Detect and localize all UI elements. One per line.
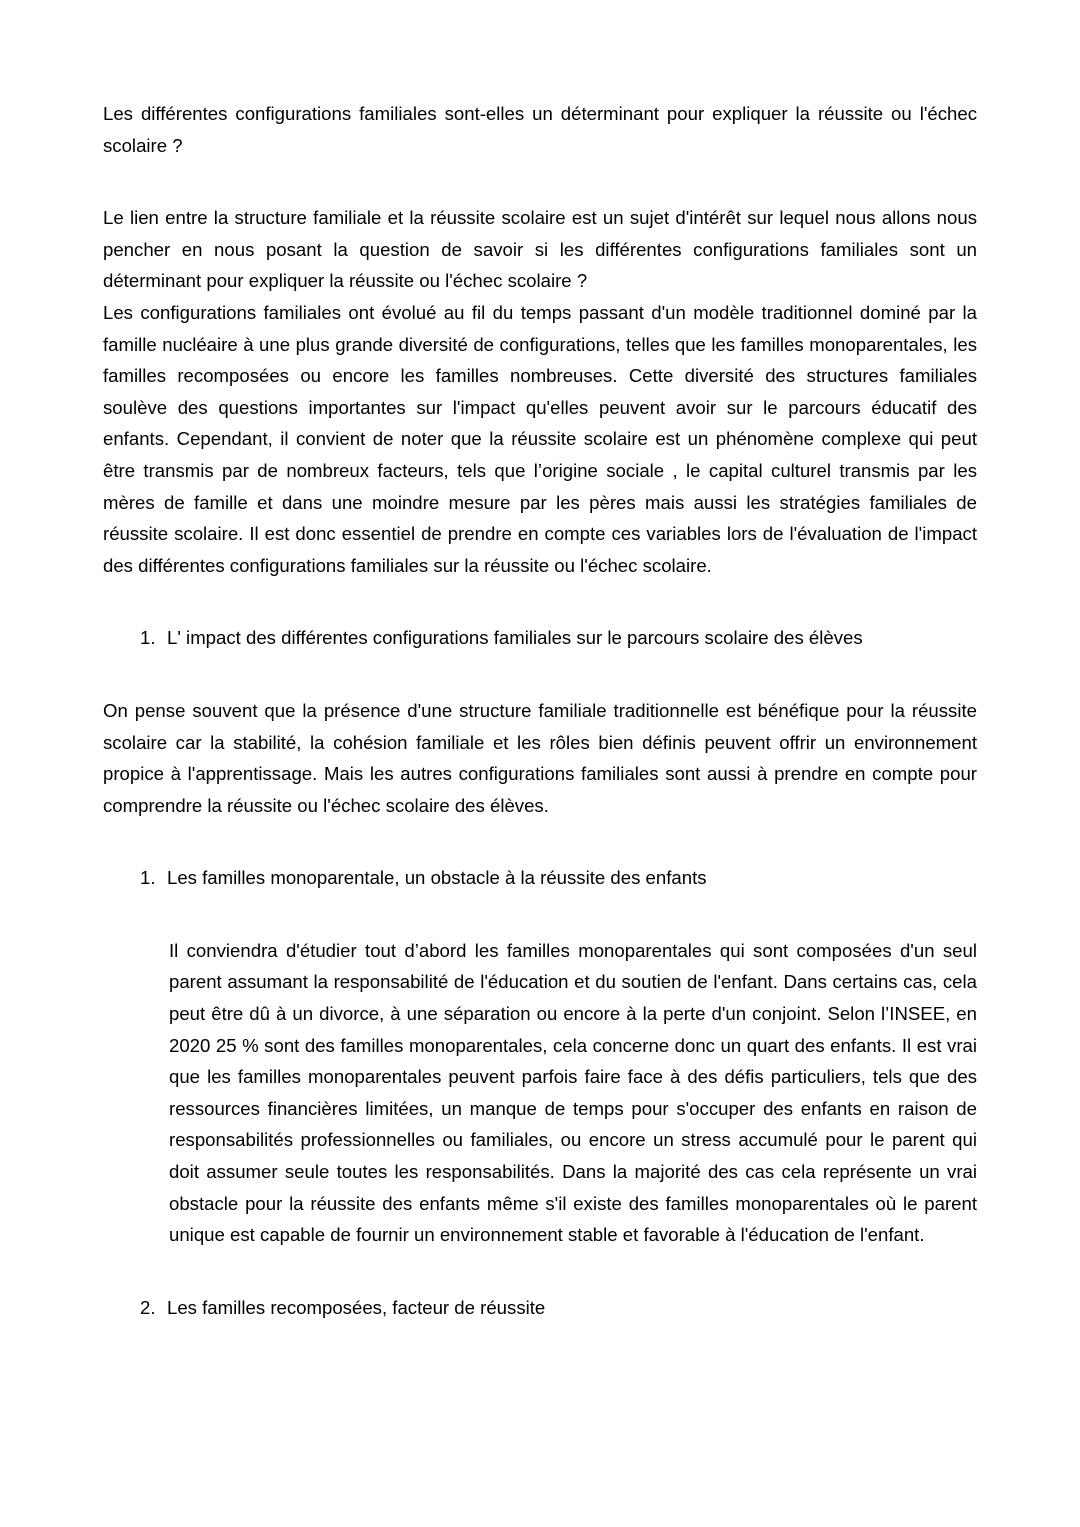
subsection-2-title: Les familles recomposées, facteur de réussite	[167, 1296, 546, 1318]
document-page	[103, 98, 977, 1323]
section-1-title: L' impact des différentes configurations familiales sur le parcours scolaire des élèves	[167, 627, 863, 649]
subsection-2-number: 2.	[140, 1296, 156, 1318]
spacer	[103, 161, 977, 202]
subsection-1-number: 1.	[140, 867, 156, 889]
spacer	[103, 894, 977, 935]
subsection-1-paragraph: Il conviendra d'étudier tout d’abord les familles monoparentales qui sont composées d'un seul parent assumant la responsabilité de l'éducation et du soutien de l'enfant. Dans certains cas, cela peut être dû à un divorce, à une séparation ou encore à la perte d'un conjoint. Selon l’INSEE, en 2020 25 % sont des familles monoparentales, cela concerne donc un quart des enfants. Il est vrai que les familles monoparentales peuvent parfois faire face à des défis particuliers, tels que des ressources financières limitées, un manque de temps pour s'occuper des enfants en raison de responsabilités professionnelles ou familiales, ou encore un stress accumulé pour le parent qui doit assumer seule toutes les responsabilités. Dans la majorité des cas cela représente un vrai obstacle pour la réussite des enfants même s'il existe des familles monoparentales où le parent unique est capable de fournir un environnement stable et favorable à l'éducation de l'enfant.	[169, 939, 977, 1246]
problem-question: Les différentes configurations familiales sont-elles un déterminant pour expliquer la réussite ou l'échec scolaire ?	[103, 103, 977, 156]
spacer	[103, 1251, 977, 1292]
spacer	[103, 654, 977, 695]
spacer	[103, 581, 977, 622]
section-1-heading	[103, 622, 977, 654]
subsection-2-heading	[103, 1292, 977, 1324]
section-1-paragraph: On pense souvent que la présence d'une structure familiale traditionnelle est bénéfique pour la réussite scolaire car la stabilité, la cohésion familiale et les rôles bien définis peuvent offrir un environnement propice à l'apprentissage. Mais les autres configurations familiales sont aussi à prendre en compte pour comprendre la réussite ou l'échec scolaire des élèves.	[103, 699, 977, 816]
subsection-1-heading	[103, 862, 977, 894]
spacer	[103, 821, 977, 862]
intro-paragraph-1: Le lien entre la structure familiale et la réussite scolaire est un sujet d'intérêt sur lequel nous allons nous pencher en nous posant la question de savoir si les différentes configurations familiales sont un déterminant pour expliquer la réussite ou l'échec scolaire ?	[103, 207, 977, 292]
subsection-1-title: Les familles monoparentale, un obstacle à la réussite des enfants	[167, 867, 707, 889]
section-1-number: 1.	[140, 627, 156, 649]
intro-paragraph-2: Les configurations familiales ont évolué au fil du temps passant d'un modèle traditionnel dominé par la famille nucléaire à une plus grande diversité de configurations, telles que les familles monoparentales, les familles recomposées ou encore les familles nombreuses. Cette diversité des structures familiales soulève des questions importantes sur l'impact qu'elles peuvent avoir sur le parcours éducatif des enfants. Cependant, il convient de noter que la réussite scolaire est un phénomène complexe qui peut être transmis par de nombreux facteurs, tels que l’origine sociale , le capital culturel transmis par les mères de famille et dans une moindre mesure par les pères mais aussi les stratégies familiales de réussite scolaire. Il est donc essentiel de prendre en compte ces variables lors de l'évaluation de l'impact des différentes configurations familiales sur la réussite ou l'échec scolaire.	[103, 301, 977, 576]
